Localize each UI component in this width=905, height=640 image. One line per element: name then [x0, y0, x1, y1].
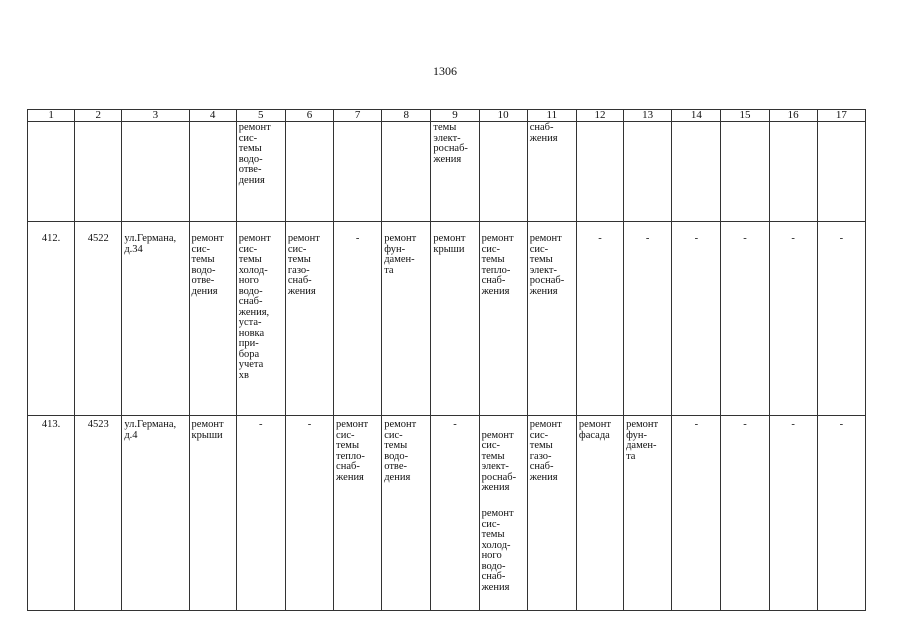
table-cell: ремонт сис- темы элект- роснаб- жения [527, 222, 576, 416]
table-cell: - [817, 416, 865, 611]
table-cell [382, 122, 431, 222]
address-cell: ул.Германа, д.4 [122, 416, 189, 611]
column-header: 3 [122, 110, 189, 122]
repair-schedule-table [27, 109, 866, 611]
table-cell: ремонт сис- темы водо- отве- дения [189, 222, 236, 416]
table-cell: ремонт сис- темы газо- снаб- жения [527, 416, 576, 611]
table-cell: ремонт сис- темы тепло- снаб- жения [479, 222, 527, 416]
table-cell [189, 122, 236, 222]
column-header: 14 [672, 110, 721, 122]
table-cell: - [769, 222, 817, 416]
table-cell: темы элект- роснаб- жения [431, 122, 479, 222]
table-cell [769, 122, 817, 222]
table-cell: ремонт фун- дамен- та [382, 222, 431, 416]
table-cell [479, 416, 527, 611]
table-cell [624, 122, 672, 222]
column-header: 5 [236, 110, 285, 122]
column-header: 2 [75, 110, 122, 122]
table-cell: - [236, 416, 285, 611]
table-cell: - [672, 222, 721, 416]
table-cell: - [672, 416, 721, 611]
column-header: 1 [28, 110, 75, 122]
table-cell [28, 122, 75, 222]
table-row [28, 416, 866, 611]
table-cell: ремонт сис- темы газо- снаб- жения [285, 222, 333, 416]
table-cell: ремонт сис- темы холод- ного водо- снаб- жения, уста- новка при- бора учета хв [236, 222, 285, 416]
table-cell: - [817, 222, 865, 416]
column-header: 8 [382, 110, 431, 122]
table-cell [479, 122, 527, 222]
object-code-cell: 4523 [75, 416, 122, 611]
column-header: 10 [479, 110, 527, 122]
table-cell [576, 122, 623, 222]
column-header: 9 [431, 110, 479, 122]
column-header: 4 [189, 110, 236, 122]
table-cell: - [721, 222, 769, 416]
column-header: 11 [527, 110, 576, 122]
column-header: 16 [769, 110, 817, 122]
table-cell: - [721, 416, 769, 611]
table-cell [122, 122, 189, 222]
table-cell: ремонт фасада [576, 416, 623, 611]
table-cell [334, 122, 382, 222]
table-cell: ремонт сис- темы водо- отве- дения [236, 122, 285, 222]
table-cell: - [285, 416, 333, 611]
table-cell-entry: ремонт сис- темы холод- ного водо- снаб- жения [481, 508, 514, 593]
table-cell [817, 122, 865, 222]
column-header: 12 [576, 110, 623, 122]
table-cell: ремонт фун- дамен- та [624, 416, 672, 611]
table-cell: - [431, 416, 479, 611]
table-row [28, 122, 866, 222]
table-cell-entry: ремонт сис- темы элект- роснаб- жения [481, 429, 517, 493]
table-cell [285, 122, 333, 222]
table-cell: - [769, 416, 817, 611]
table-cell: - [576, 222, 623, 416]
table-cell: ремонт сис- темы водо- отве- дения [382, 416, 431, 611]
column-header: 13 [624, 110, 672, 122]
row-number-cell: 412. [28, 222, 75, 416]
table-cell [721, 122, 769, 222]
column-header: 17 [817, 110, 865, 122]
address-cell: ул.Германа, д.34 [122, 222, 189, 416]
table-row [28, 222, 866, 416]
page-number: 1306 [433, 64, 457, 78]
table-cell: ремонт крыши [189, 416, 236, 611]
object-code-cell: 4522 [75, 222, 122, 416]
column-header: 7 [334, 110, 382, 122]
column-header: 6 [285, 110, 333, 122]
row-number-cell: 413. [28, 416, 75, 611]
table-cell [672, 122, 721, 222]
table-cell: - [624, 222, 672, 416]
table-cell: ремонт сис- темы тепло- снаб- жения [334, 416, 382, 611]
column-header: 15 [721, 110, 769, 122]
table-cell: - [334, 222, 382, 416]
table-cell: снаб- жения [527, 122, 576, 222]
table-cell: ремонт крыши [431, 222, 479, 416]
column-number-row [28, 110, 866, 122]
table-cell [75, 122, 122, 222]
